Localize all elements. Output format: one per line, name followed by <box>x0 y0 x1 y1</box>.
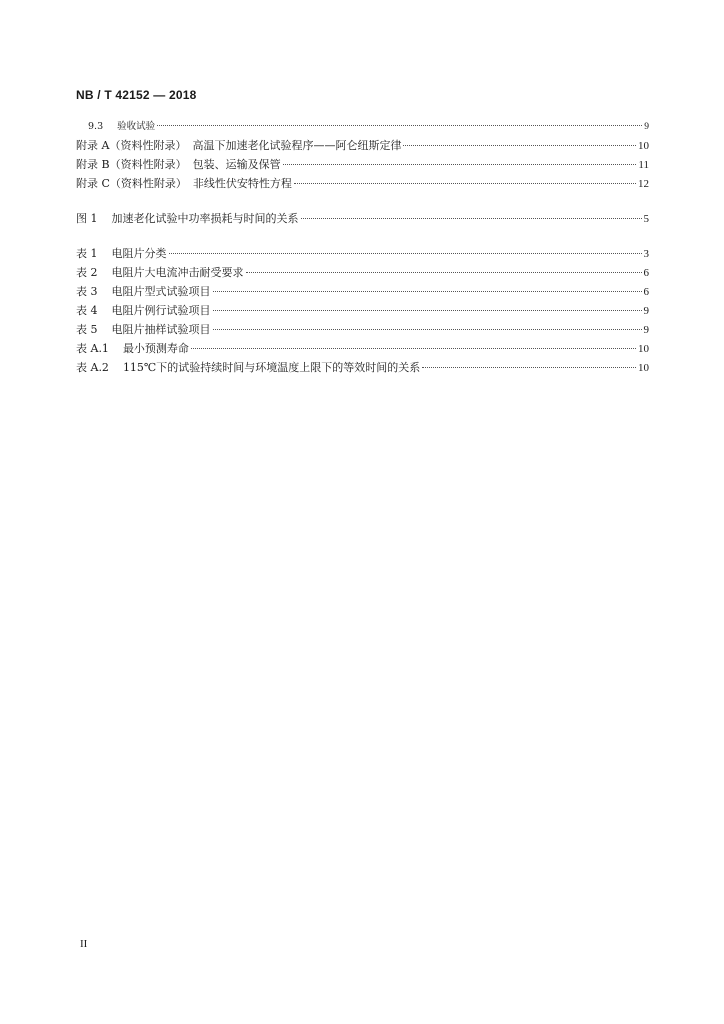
toc-entry-page: 9 <box>643 324 649 336</box>
toc-entry-number: 附录 C（资料性附录） <box>76 177 187 190</box>
toc-entry-title: 电阻片例行试验项目 <box>111 304 211 317</box>
toc-entry-title: 加速老化试验中功率损耗与时间的关系 <box>111 212 299 225</box>
toc-entry-page: 11 <box>638 159 649 171</box>
toc-entry-page: 6 <box>643 286 649 298</box>
toc-entry-number: 表 4 <box>76 304 98 317</box>
toc-entry-title: 电阻片型式试验项目 <box>111 285 211 298</box>
toc-entry-title: 包装、运输及保管 <box>192 158 281 171</box>
toc-entry-number: 9.3 <box>88 121 104 132</box>
toc-entry-page: 9 <box>644 122 649 132</box>
toc-entry-title: 电阻片分类 <box>111 247 167 260</box>
toc-entry-number: 表 A.2 <box>76 361 109 374</box>
toc-entry-table-1[interactable] <box>76 244 649 263</box>
toc-entry-appendix-a[interactable] <box>76 136 649 155</box>
leader-dots <box>213 329 642 330</box>
leader-dots <box>169 253 642 254</box>
toc-entry-title: 最小预测寿命 <box>122 342 189 355</box>
leader-dots <box>403 145 636 146</box>
leader-dots <box>246 272 642 273</box>
toc-entry-page: 10 <box>638 343 649 355</box>
leader-dots <box>422 367 636 368</box>
toc-entry-page: 9 <box>643 305 649 317</box>
toc-entry-title: 高温下加速老化试验程序——阿仑纽斯定律 <box>192 139 402 152</box>
toc-entry-table-a1[interactable] <box>76 339 649 358</box>
toc-entry-page: 10 <box>638 362 649 374</box>
toc-entry-number: 表 2 <box>76 266 98 279</box>
toc-entry-title: 电阻片抽样试验项目 <box>111 323 211 336</box>
toc-entry-table-2[interactable] <box>76 263 649 282</box>
toc-entry-number: 表 1 <box>76 247 98 260</box>
leader-dots <box>213 291 642 292</box>
leader-dots <box>301 218 642 219</box>
leader-dots <box>191 348 636 349</box>
leader-dots <box>294 183 636 184</box>
toc-entry-9-3[interactable] <box>76 117 649 136</box>
toc-entry-appendix-c[interactable] <box>76 174 649 193</box>
toc-entry-number: 表 3 <box>76 285 98 298</box>
toc-entry-table-5[interactable] <box>76 320 649 339</box>
standard-code-header: NB / T 42152 — 2018 <box>76 88 197 102</box>
toc-entry-number: 图 1 <box>76 212 98 225</box>
toc-entry-figure-1[interactable] <box>76 209 649 228</box>
toc-entry-title: 非线性伏安特性方程 <box>192 177 292 190</box>
toc-entry-page: 12 <box>638 178 649 190</box>
page-number: II <box>80 938 88 950</box>
toc-entry-table-4[interactable] <box>76 301 649 320</box>
toc-entry-page: 5 <box>643 213 649 225</box>
toc-entry-table-a2[interactable] <box>76 358 649 377</box>
leader-dots <box>157 125 642 126</box>
table-of-contents <box>76 117 649 377</box>
toc-entry-appendix-b[interactable] <box>76 155 649 174</box>
toc-entry-title: 验收试验 <box>117 121 156 132</box>
toc-entry-page: 6 <box>643 267 649 279</box>
toc-entry-number: 附录 A（资料性附录） <box>76 139 187 152</box>
toc-entry-page: 10 <box>638 140 649 152</box>
toc-entry-number: 表 A.1 <box>76 342 109 355</box>
toc-entry-title: 电阻片大电流冲击耐受要求 <box>111 266 244 279</box>
leader-dots <box>283 164 637 165</box>
toc-entry-number: 表 5 <box>76 323 98 336</box>
toc-entry-page: 3 <box>643 248 649 260</box>
leader-dots <box>213 310 642 311</box>
toc-entry-title: 115℃下的试验持续时间与环境温度上限下的等效时间的关系 <box>122 361 421 374</box>
toc-entry-number: 附录 B（资料性附录） <box>76 158 187 171</box>
group-spacer <box>76 228 649 244</box>
toc-entry-table-3[interactable] <box>76 282 649 301</box>
group-spacer <box>76 193 649 209</box>
